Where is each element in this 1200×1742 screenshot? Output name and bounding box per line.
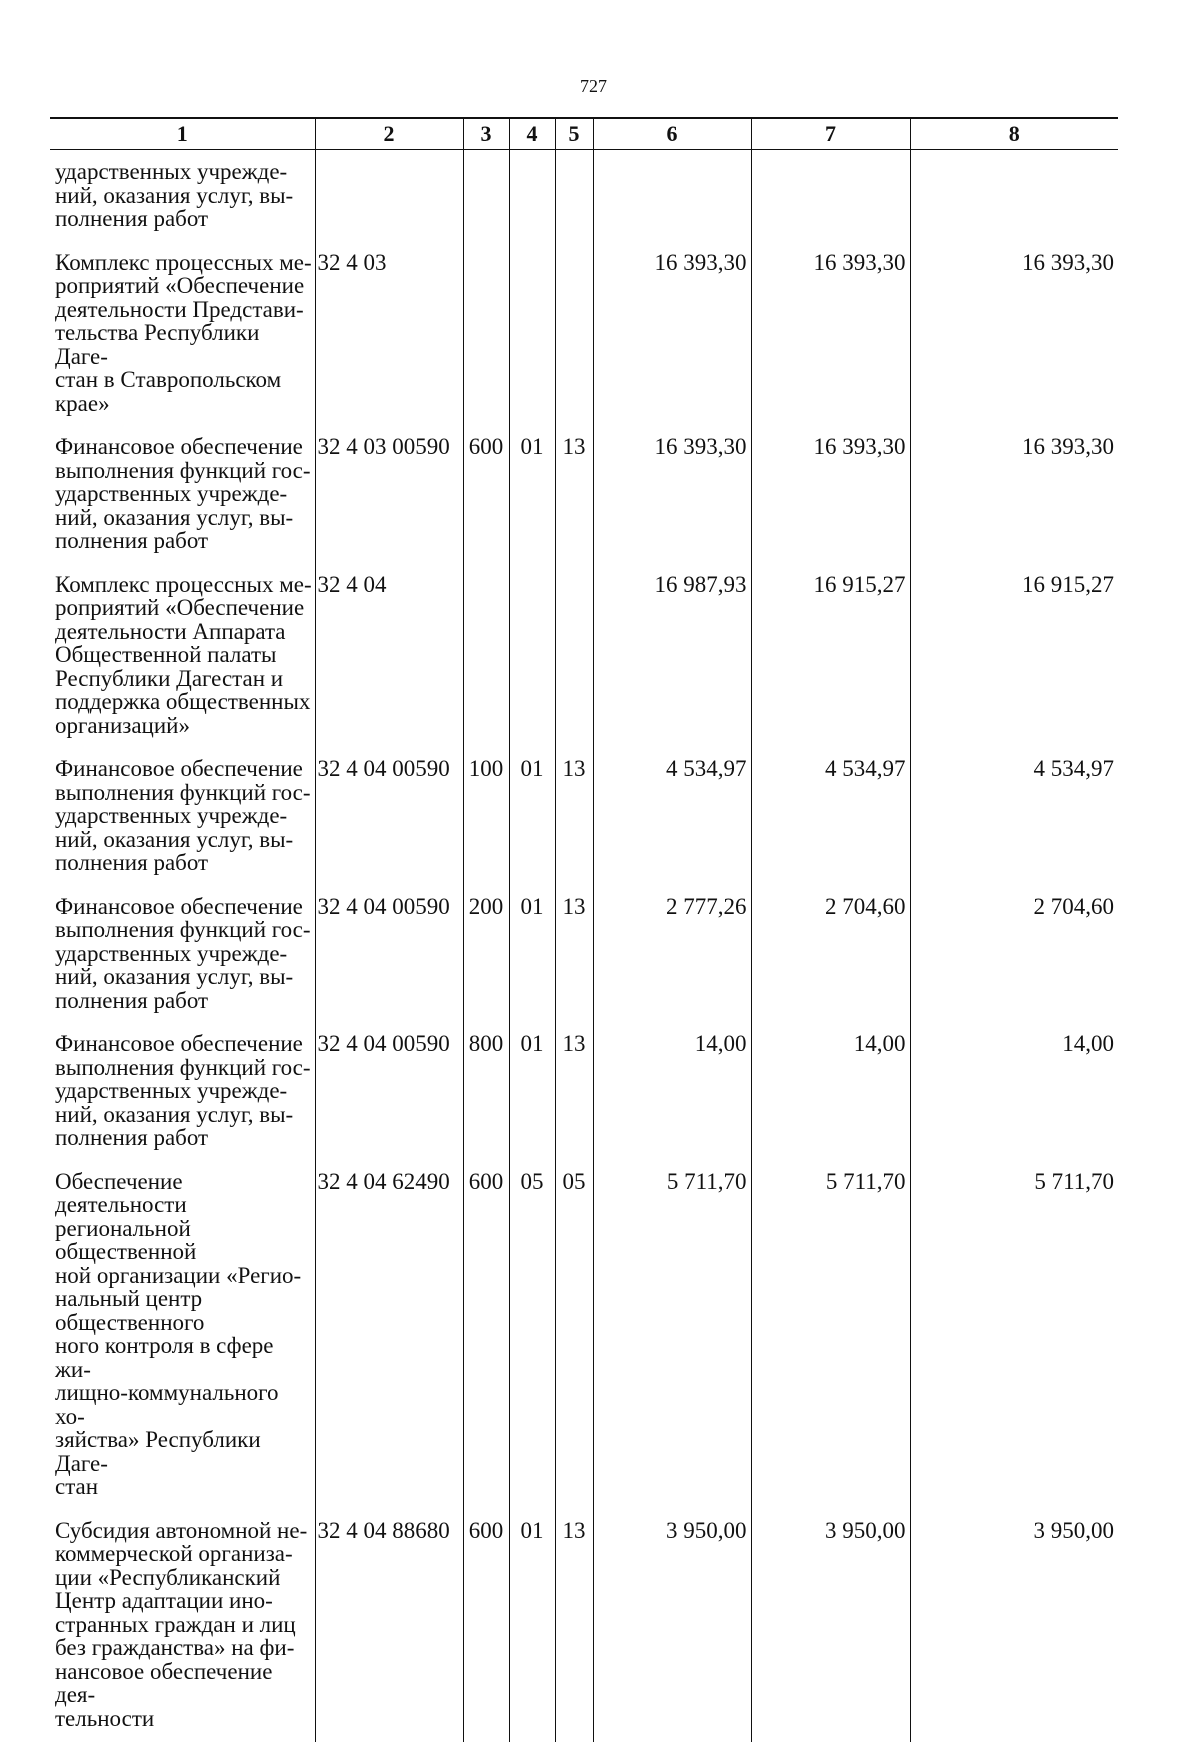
cell-col7: 16 393,30 — [751, 435, 910, 573]
cell-code: 32 4 04 00590 — [315, 895, 463, 1033]
description-line: ударственных учрежде- — [55, 942, 313, 966]
description-line: зяйства» Республики Даге- — [55, 1428, 313, 1475]
cell-col7: 5 711,70 — [751, 1170, 910, 1519]
description-line: стан в Ставропольском — [55, 368, 313, 392]
description-line: Финансовое обеспечение — [55, 757, 313, 781]
description-line: роприятий «Обеспечение — [55, 274, 313, 298]
cell-col3: 800 — [463, 1032, 509, 1170]
cell-col5 — [555, 573, 593, 758]
cell-col4 — [509, 150, 555, 251]
description-line: нансовое обеспечение дея- — [55, 1660, 313, 1707]
cell-col7: 2 704,60 — [751, 895, 910, 1033]
cell-description — [50, 573, 315, 758]
cell-col7 — [751, 150, 910, 251]
description-line: организаций» — [55, 714, 313, 738]
description-line: Комплекс процессных ме- — [55, 573, 313, 597]
column-header: 6 — [593, 118, 751, 150]
cell-col3 — [463, 573, 509, 758]
description-line: выполнения функций гос- — [55, 918, 313, 942]
cell-col5 — [555, 150, 593, 251]
cell-code — [315, 150, 463, 251]
cell-col7: 16 915,27 — [751, 573, 910, 758]
cell-col6: 16 987,93 — [593, 573, 751, 758]
cell-col6: 2 777,26 — [593, 895, 751, 1033]
description-line: коммерческой организа- — [55, 1542, 313, 1566]
cell-code: 32 4 03 00590 — [315, 435, 463, 573]
cell-description — [50, 895, 315, 1033]
cell-code: 32 4 04 00590 — [315, 757, 463, 895]
cell-col8: 16 393,30 — [910, 251, 1118, 436]
column-header: 1 — [50, 118, 315, 150]
cell-col3: 600 — [463, 435, 509, 573]
description-line: полнения работ — [55, 851, 313, 875]
description-line: ний, оказания услуг, вы- — [55, 1103, 313, 1127]
description-line: Субсидия автономной не- — [55, 1519, 313, 1543]
cell-col6: 14,00 — [593, 1032, 751, 1170]
cell-description — [50, 1519, 315, 1742]
cell-code: 32 4 04 — [315, 573, 463, 758]
cell-col5: 05 — [555, 1170, 593, 1519]
cell-col3: 600 — [463, 1519, 509, 1742]
cell-col6: 3 950,00 — [593, 1519, 751, 1742]
description-line: ний, оказания услуг, вы- — [55, 828, 313, 852]
cell-col8: 5 711,70 — [910, 1170, 1118, 1519]
cell-col4: 01 — [509, 757, 555, 895]
description-line: стан — [55, 1475, 313, 1499]
description-line: ударственных учрежде- — [55, 482, 313, 506]
description-line: ции «Республиканский — [55, 1566, 313, 1590]
description-line: Финансовое обеспечение — [55, 895, 313, 919]
cell-col8: 3 950,00 — [910, 1519, 1118, 1742]
table-row — [50, 573, 1118, 758]
description-line: без гражданства» на фи- — [55, 1636, 313, 1660]
column-header: 4 — [509, 118, 555, 150]
description-line: Финансовое обеспечение — [55, 1032, 313, 1056]
description-line: ной организации «Регио- — [55, 1264, 313, 1288]
cell-description — [50, 435, 315, 573]
table-row — [50, 1519, 1118, 1742]
description-line: поддержка общественных — [55, 690, 313, 714]
description-line: выполнения функций гос- — [55, 1056, 313, 1080]
cell-code: 32 4 04 62490 — [315, 1170, 463, 1519]
cell-col8: 16 393,30 — [910, 435, 1118, 573]
cell-col3 — [463, 251, 509, 436]
description-line: ударственных учрежде- — [55, 804, 313, 828]
cell-description — [50, 251, 315, 436]
description-line: нальный центр общественного — [55, 1287, 313, 1334]
cell-col4 — [509, 573, 555, 758]
cell-col5: 13 — [555, 1519, 593, 1742]
cell-col8: 4 534,97 — [910, 757, 1118, 895]
column-header: 3 — [463, 118, 509, 150]
cell-col5 — [555, 251, 593, 436]
description-line: Центр адаптации ино- — [55, 1589, 313, 1613]
cell-col7: 3 950,00 — [751, 1519, 910, 1742]
table-body — [50, 150, 1118, 1742]
description-line: ний, оказания услуг, вы- — [55, 965, 313, 989]
cell-col3: 100 — [463, 757, 509, 895]
table-row — [50, 1032, 1118, 1170]
description-line: ударственных учрежде- — [55, 1079, 313, 1103]
cell-col5: 13 — [555, 757, 593, 895]
table-row — [50, 1170, 1118, 1519]
cell-col8: 2 704,60 — [910, 895, 1118, 1033]
header-row — [50, 118, 1118, 150]
cell-col6 — [593, 150, 751, 251]
cell-description — [50, 757, 315, 895]
cell-code: 32 4 04 00590 — [315, 1032, 463, 1170]
description-line: полнения работ — [55, 989, 313, 1013]
column-header: 5 — [555, 118, 593, 150]
description-line: странных граждан и лиц — [55, 1613, 313, 1637]
description-line: выполнения функций гос- — [55, 781, 313, 805]
cell-col4: 01 — [509, 1032, 555, 1170]
description-line: выполнения функций гос- — [55, 459, 313, 483]
cell-description — [50, 1170, 315, 1519]
table-row — [50, 435, 1118, 573]
description-line: тельства Республики Даге- — [55, 321, 313, 368]
cell-col5: 13 — [555, 435, 593, 573]
cell-col6: 16 393,30 — [593, 435, 751, 573]
cell-col3: 200 — [463, 895, 509, 1033]
description-line: ний, оказания услуг, вы- — [55, 506, 313, 530]
column-header: 7 — [751, 118, 910, 150]
cell-col7: 16 393,30 — [751, 251, 910, 436]
description-line: полнения работ — [55, 529, 313, 553]
description-line: полнения работ — [55, 207, 313, 231]
page-number: 727 — [580, 76, 660, 97]
cell-col5: 13 — [555, 1032, 593, 1170]
cell-col8: 14,00 — [910, 1032, 1118, 1170]
cell-col7: 14,00 — [751, 1032, 910, 1170]
cell-col5: 13 — [555, 895, 593, 1033]
description-line: Республики Дагестан и — [55, 667, 313, 691]
cell-col6: 4 534,97 — [593, 757, 751, 895]
description-line: Общественной палаты — [55, 643, 313, 667]
description-line: тельности — [55, 1707, 313, 1731]
cell-col4: 05 — [509, 1170, 555, 1519]
description-line: полнения работ — [55, 1126, 313, 1150]
description-line: ний, оказания услуг, вы- — [55, 184, 313, 208]
cell-col4 — [509, 251, 555, 436]
cell-col8: 16 915,27 — [910, 573, 1118, 758]
table-row — [50, 150, 1118, 251]
description-line: региональной общественной — [55, 1217, 313, 1264]
cell-description — [50, 150, 315, 251]
cell-col3: 600 — [463, 1170, 509, 1519]
cell-col8 — [910, 150, 1118, 251]
column-header: 8 — [910, 118, 1118, 150]
description-line: лищно-коммунального хо- — [55, 1381, 313, 1428]
cell-col6: 5 711,70 — [593, 1170, 751, 1519]
table-row — [50, 895, 1118, 1033]
cell-col7: 4 534,97 — [751, 757, 910, 895]
cell-col4: 01 — [509, 435, 555, 573]
cell-col6: 16 393,30 — [593, 251, 751, 436]
budget-table — [50, 117, 1118, 1742]
table-row — [50, 757, 1118, 895]
description-line: деятельности Аппарата — [55, 620, 313, 644]
table-row — [50, 251, 1118, 436]
description-line: Комплекс процессных ме- — [55, 251, 313, 275]
cell-code: 32 4 04 88680 — [315, 1519, 463, 1742]
column-header: 2 — [315, 118, 463, 150]
cell-code: 32 4 03 — [315, 251, 463, 436]
description-line: крае» — [55, 392, 313, 416]
cell-description — [50, 1032, 315, 1170]
description-line: Финансовое обеспечение — [55, 435, 313, 459]
description-line: ударственных учрежде- — [55, 160, 313, 184]
cell-col4: 01 — [509, 1519, 555, 1742]
description-line: ного контроля в сфере жи- — [55, 1334, 313, 1381]
description-line: роприятий «Обеспечение — [55, 596, 313, 620]
cell-col4: 01 — [509, 895, 555, 1033]
cell-col3 — [463, 150, 509, 251]
description-line: деятельности Представи- — [55, 298, 313, 322]
description-line: Обеспечение деятельности — [55, 1170, 313, 1217]
